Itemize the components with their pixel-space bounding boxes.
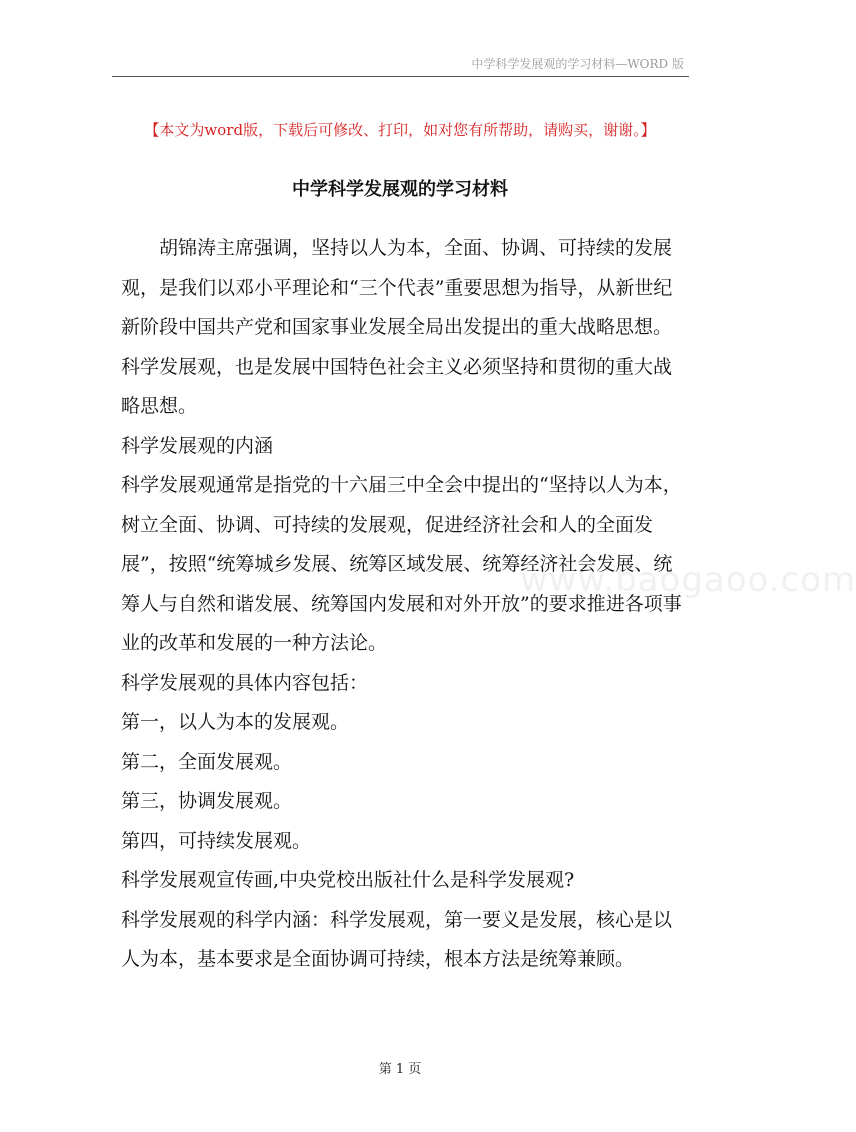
list-item: 第二，全面发展观。 (121, 750, 293, 773)
watermark: www.baogaoo.com (520, 560, 856, 600)
body-paragraph: 科学发展观的科学内涵：科学发展观，第一要义是发展，核心是以人为本，基本要求是全面协调可持续，根本方法是统筹兼顾。 (121, 908, 673, 970)
document-body (121, 229, 685, 980)
list-item: 第四，可持续发展观。 (121, 829, 312, 852)
body-paragraph: 科学发展观通常是指党的十六届三中全会中提出的“坚持以人为本，树立全面、协调、可持续的发展观，促进经济社会和人的全面发展”，按照“统筹城乡发展、统筹区域发展、统筹经济社会发展、统筹人与自然和谐发展、统筹国内发展和对外开放”的要求推进各项事业的改革和发展的一种方法论。 (121, 474, 682, 654)
list-item: 第三，协调发展观。 (121, 790, 293, 812)
header-rule (112, 76, 689, 77)
running-header: 中学科学发展观的学习材料—WORD 版 (471, 57, 684, 71)
page-number: 第 1 页 (378, 1062, 422, 1077)
body-paragraph: 科学发展观宣传画,中央党校出版社什么是科学发展观? (121, 869, 575, 891)
purchase-notice: 【本文为word版，下载后可修改、打印，如对您有所帮助，请购买，谢谢。】 (144, 121, 656, 139)
document-title: 中学科学发展观的学习材料 (292, 179, 508, 200)
section-heading: 科学发展观的内涵 (121, 434, 274, 457)
body-paragraph: 科学发展观，也是发展中国特色社会主义必须坚持和贯彻的重大战略思想。 (121, 355, 673, 417)
body-paragraph: 科学发展观的具体内容包括： (121, 671, 369, 694)
body-paragraph: 胡锦涛主席强调，坚持以人为本，全面、协调、可持续的发展观，是我们以邓小平理论和“三个代表”重要思想为指导，从新世纪新阶段中国共产党和国家事业发展全局出发提出的重大战略思想。 (121, 237, 673, 338)
list-item: 第一，以人为本的发展观。 (121, 711, 350, 733)
